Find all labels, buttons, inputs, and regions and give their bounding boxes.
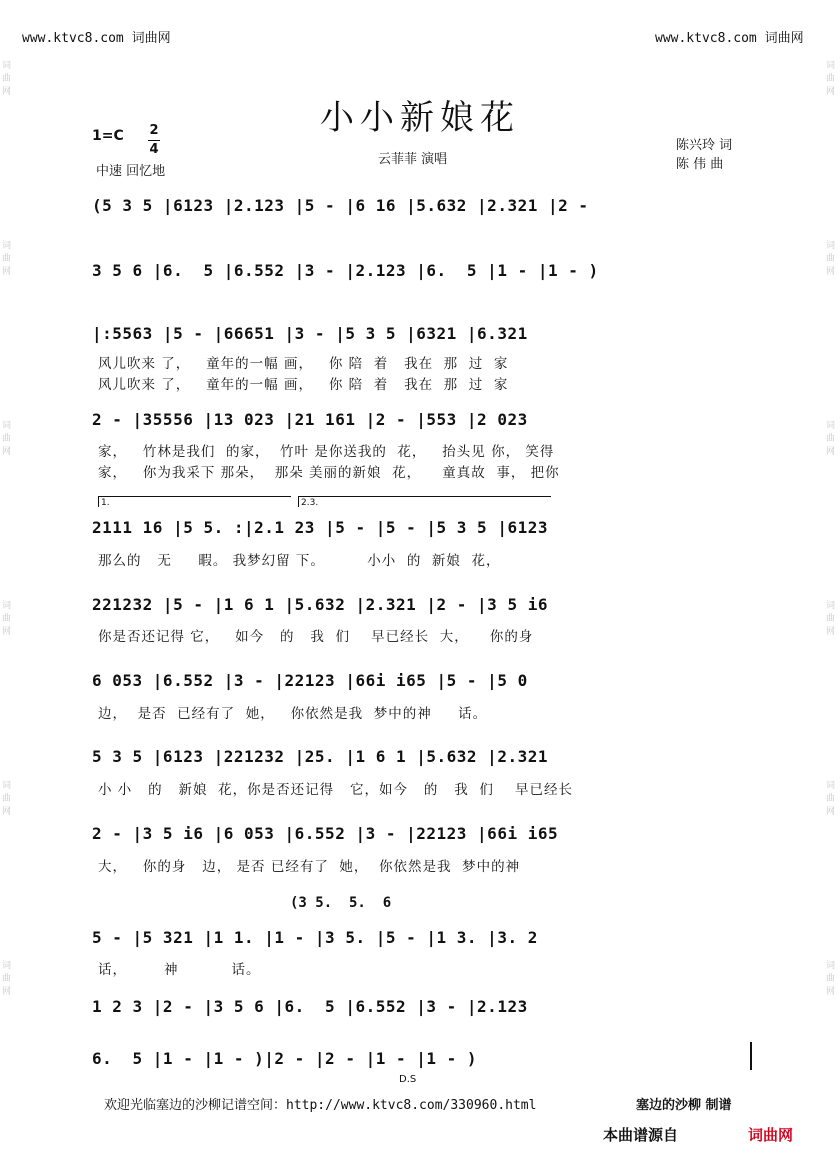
score-line-9: 2 - |3 5 i6 |6 053 |6.552 |3 - |22123 |66i i65	[92, 824, 559, 843]
score-line-4: 2 - |35556 |13 023 |21 161 |2 - |553 |2 023	[92, 410, 528, 429]
key-signature: 1=C	[92, 128, 124, 144]
time-divider	[148, 140, 160, 141]
score-line-1: (5 3 5 |6123 |2.123 |5 - |6 16 |5.632 |2.321 |2 -	[92, 196, 589, 215]
performer: 云菲菲 演唱	[378, 152, 448, 167]
footer-maker: 塞边的沙柳 制谱	[636, 1098, 732, 1113]
lyric-line-3: 那么的 无 暇。 我梦幻留 下。 小小 的 新娘 花，	[98, 553, 501, 569]
watermark-left: 词曲网	[2, 781, 12, 817]
watermark-right: 词曲网	[826, 421, 836, 457]
footer-brand-logo[interactable]: 词曲网	[748, 1126, 794, 1144]
watermark-left: 词曲网	[2, 421, 12, 457]
watermark-right: 词曲网	[826, 781, 836, 817]
composer: 陈 伟 曲	[676, 157, 724, 172]
score-line-11: 1 2 3 |2 - |3 5 6 |6. 5 |6.552 |3 - |2.123	[92, 997, 528, 1016]
time-bottom: 4	[149, 142, 159, 157]
score-line-10: 5 - |5 321 |1 1. |1 - |3 5. |5 - |1 3. |3. 2	[92, 928, 538, 947]
header-right	[655, 27, 804, 46]
watermark-right: 词曲网	[826, 241, 836, 277]
song-title: 小小新娘花	[320, 98, 520, 138]
watermark-right: 词曲网	[826, 601, 836, 637]
lyric-line-2a: 家， 竹林是我们 的家， 竹叶 是你送我的 花， 抬头见 你， 笑得	[98, 444, 555, 460]
score-coda-cue: (3 5. 5. 6	[290, 895, 392, 911]
tempo-marking: 中速 回忆地	[96, 164, 166, 179]
final-barline	[750, 1042, 752, 1070]
ds-marking: D.S	[399, 1074, 417, 1085]
lyric-line-6: 小 小 的 新娘 花，你是否还记得 它，如今 的 我 们 早已经长	[98, 782, 573, 798]
score-line-3: |:5563 |5 - |66651 |3 - |5 3 5 |6321 |6.321	[92, 324, 528, 343]
score-line-7: 6 053 |6.552 |3 - |22123 |66i i65 |5 - |5 0	[92, 671, 528, 690]
watermark-left: 词曲网	[2, 61, 12, 97]
lyric-line-1a: 风儿吹来 了， 童年的一幅 画， 你 陪 着 我在 那 过 家	[98, 356, 509, 372]
header-left	[22, 27, 171, 46]
score-line-8: 5 3 5 |6123 |221232 |25. |1 6 1 |5.632 |2.321	[92, 747, 548, 766]
score-line-2: 3 5 6 |6. 5 |6.552 |3 - |2.123 |6. 5 |1 - |1 - )	[92, 261, 599, 280]
time-top: 2	[149, 123, 159, 138]
header-left-brand: 词曲网	[131, 31, 171, 46]
header-left-url[interactable]: www.ktvc8.com	[22, 31, 124, 46]
watermark-left: 词曲网	[2, 241, 12, 277]
score-line-6: 221232 |5 - |1 6 1 |5.632 |2.321 |2 - |3 5 i6	[92, 595, 548, 614]
score-line-5: 2111 16 |5 5. :|2.1 23 |5 - |5 - |5 3 5 |6123	[92, 518, 548, 537]
volta-2: 2.3.	[298, 496, 551, 507]
score-line-12: 6. 5 |1 - |1 - )|2 - |2 - |1 - |1 - )	[92, 1049, 478, 1068]
lyric-line-1b: 风儿吹来 了， 童年的一幅 画， 你 陪 着 我在 那 过 家	[98, 377, 509, 393]
lyric-line-2b: 家， 你为我采下 那朵， 那朵 美丽的新娘 花， 童真故 事， 把你	[98, 465, 560, 481]
lyric-line-7: 大， 你的身 边， 是否 已经有了 她， 你依然是我 梦中的神	[98, 859, 521, 875]
watermark-right: 词曲网	[826, 961, 836, 997]
lyric-line-4: 你是否还记得 它， 如今 的 我 们 早已经长 大， 你的身	[98, 629, 534, 645]
header-right-brand: 词曲网	[764, 31, 804, 46]
watermark-left: 词曲网	[2, 961, 12, 997]
footer-welcome[interactable]: 欢迎光临塞边的沙柳记谱空间：http://www.ktvc8.com/330960.html	[104, 1098, 537, 1113]
header-right-url[interactable]: www.ktvc8.com	[655, 31, 757, 46]
watermark-left: 词曲网	[2, 601, 12, 637]
footer-source: 本曲谱源自	[603, 1126, 679, 1144]
lyricist: 陈兴玲 词	[676, 138, 733, 153]
volta-1: 1.	[98, 496, 291, 507]
time-signature	[148, 123, 160, 158]
watermark-right: 词曲网	[826, 61, 836, 97]
lyric-line-8: 话， 神 话。	[98, 962, 261, 978]
lyric-line-5: 边， 是否 已经有了 她， 你依然是我 梦中的神 话。	[98, 706, 488, 722]
